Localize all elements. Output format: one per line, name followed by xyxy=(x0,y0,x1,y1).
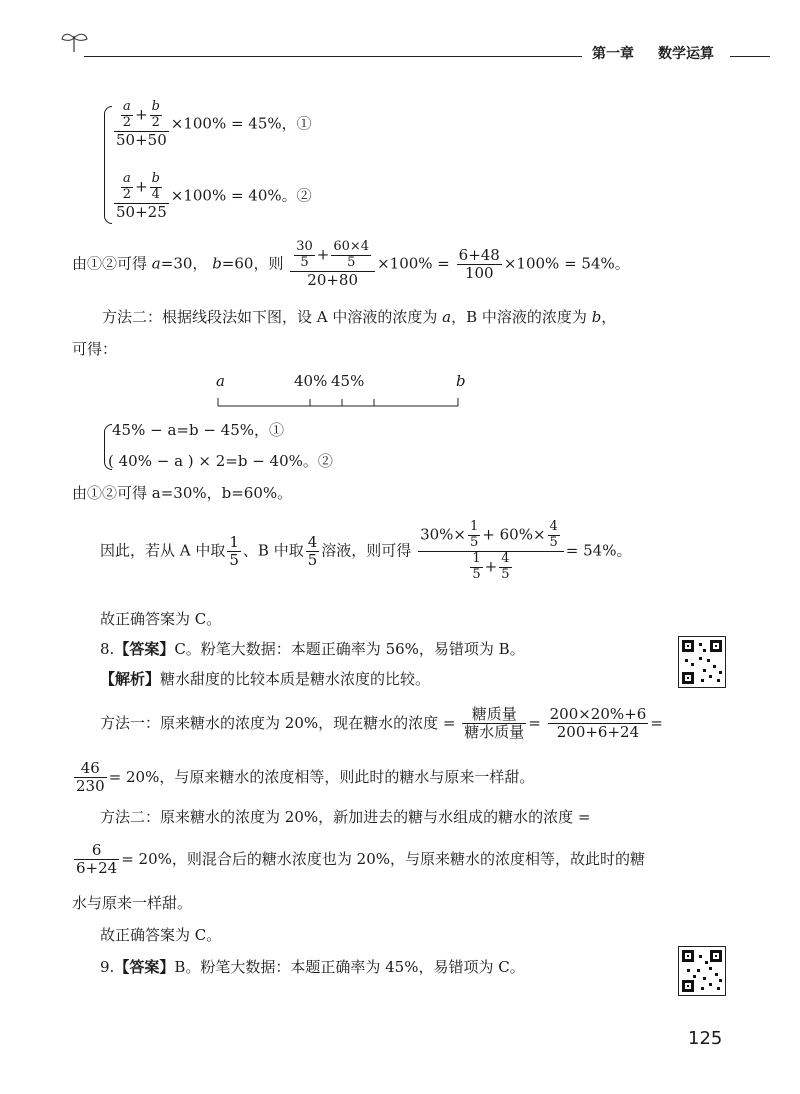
result1-line: 由①②可得 a=30， b=60，则 $\frac{30}{5}$ + $\frac{60\times 4}{5}$ 20+80 ×100% = $\frac{6+48}{100}$ ×100% = 54%。 xyxy=(72,239,630,289)
system1-bracket xyxy=(104,106,112,224)
result2: 由①②可得 a=30%，b=60%。 xyxy=(72,484,293,502)
system1-eq1: $\frac{a}{2}$ + $\frac{b}{2}$ 50+50 ×100% = 45%，① xyxy=(116,99,312,149)
qr-code-q9[interactable] xyxy=(678,946,726,996)
method2-line2: 可得： xyxy=(72,340,118,358)
segment-line-diagram xyxy=(214,396,464,410)
qr-code-q8[interactable] xyxy=(678,636,726,688)
q9-answer-line: 9.【答案】B。粉笔大数据：本题正确率为 45%，易错项为 C。 xyxy=(100,958,525,976)
system1-eq2: $\frac{a}{2}$ + $\frac{b}{4}$ 50+25 ×100% = 40%。② xyxy=(116,171,312,221)
answer7: 故正确答案为 C。 xyxy=(100,610,222,628)
q8-method1-line: 方法一：原来糖水的浓度为 20%，现在糖水的浓度 = $\frac{\text{糖质量}}{\text{糖水质量}}$ = $\frac{200\times 20\%+6}{200+6+24}$ = xyxy=(100,705,663,742)
q8-analysis-line: 【解析】糖水甜度的比较本质是糖水浓度的比较。 xyxy=(100,670,431,688)
q8-answer-line: 8.【答案】C。粉笔大数据：本题正确率为 56%，易错项为 B。 xyxy=(100,640,525,658)
conclusion-line: 因此，若从 A 中取 $\frac{1}{5}$ 、B 中取 $\frac{4}{5}$ 溶液，则可得 30%× $\frac{1}{5}$ + 60%× $\frac{4}{5}$ $\frac{1}{5}$ + $\frac{4}{5}$ = 54%。 xyxy=(100,519,632,582)
segment-label-b: b xyxy=(456,372,466,390)
q8-method2-line1: 方法二：原来糖水的浓度为 20%，新加进去的糖与水组成的糖水的浓度 = xyxy=(100,808,591,826)
segment-label-a: a xyxy=(216,372,225,390)
header-rule xyxy=(84,56,582,57)
system2-eq2: ( 40% − a ) × 2=b − 40%。② xyxy=(108,452,333,470)
segment-label-45: 45% xyxy=(331,372,365,390)
q8-method2-line2: $\frac{6}{6+24}$ = 20%，则混合后的糖水浓度也为 20%，与原来糖水的浓度相等，故此时的糖 xyxy=(76,841,645,878)
header-section: 数学运算 xyxy=(658,46,714,62)
system2-eq1: 45% − a=b − 45%，① xyxy=(112,421,285,439)
page-number: 125 xyxy=(688,1028,723,1049)
method2-line1: 方法二：根据线段法如下图，设 A 中溶液的浓度为 a，B 中溶液的浓度为 b， xyxy=(102,308,617,326)
header-rule-right xyxy=(730,56,770,57)
leaf-logo-icon xyxy=(60,30,90,54)
q8-method2-line3: 水与原来一样甜。 xyxy=(72,894,193,912)
header-chapter: 第一章 xyxy=(592,46,634,62)
segment-label-40: 40% xyxy=(294,372,328,390)
q8-method1-line2: $\frac{46}{230}$ = 20%，与原来糖水的浓度相等，则此时的糖水与原来一样甜。 xyxy=(76,759,535,796)
q8-answer: 故正确答案为 C。 xyxy=(100,926,222,944)
